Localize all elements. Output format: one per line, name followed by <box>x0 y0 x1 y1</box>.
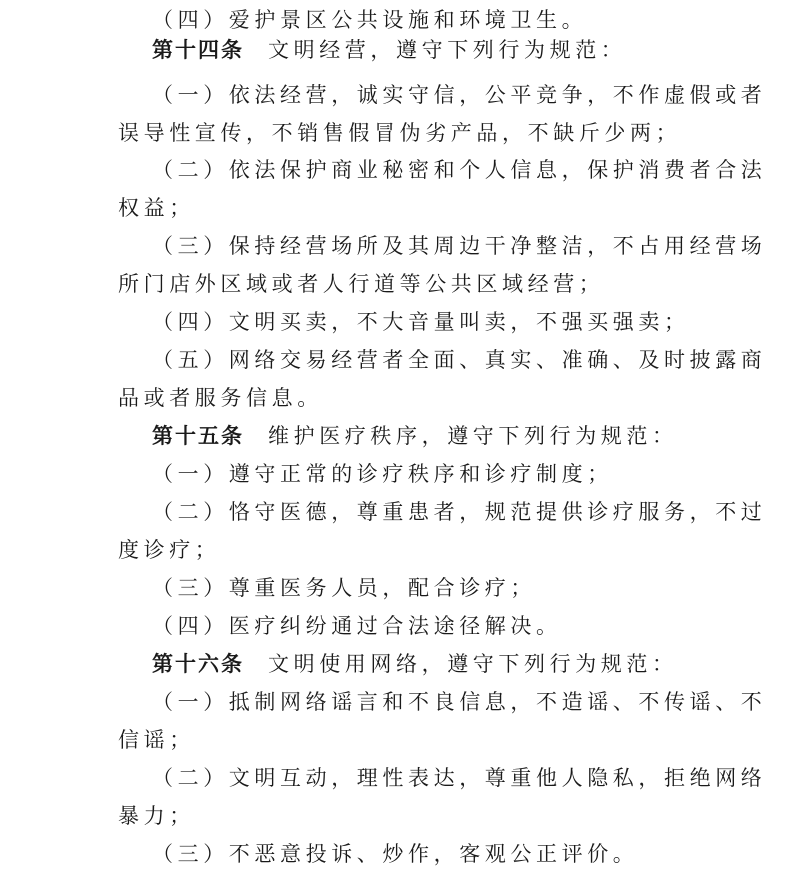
text-line: 度诊疗； <box>118 538 221 562</box>
text-line: 所门店外区域或者人行道等公共区域经营； <box>118 272 605 296</box>
text-line: （四）医疗纠纷通过合法途径解决。 <box>152 614 562 638</box>
article-number: 第十四条 <box>152 38 244 62</box>
article-14-title <box>152 30 626 70</box>
article-heading-text: 文明经营，遵守下列行为规范： <box>268 38 627 62</box>
article-heading-text: 维护医疗秩序，遵守下列行为规范： <box>268 424 678 448</box>
text-line: （一）遵守正常的诊疗秩序和诊疗制度； <box>152 462 613 486</box>
text-line: 品或者服务信息。 <box>118 386 323 410</box>
text-line: 信谣； <box>118 728 195 752</box>
text-line: （三）不恶意投诉、炒作，客观公正评价。 <box>152 842 639 866</box>
article-15-title <box>152 416 678 456</box>
article-heading-text: 文明使用网络，遵守下列行为规范： <box>268 652 678 676</box>
text-line: （二）依法保护商业秘密和个人信息，保护消费者合法 <box>152 158 767 182</box>
text-line: （三）保持经营场所及其周边干净整洁，不占用经营场 <box>152 234 767 258</box>
text-line: （一）依法经营，诚实守信，公平竞争，不作虚假或者 <box>152 83 767 107</box>
text-line: （一）抵制网络谣言和不良信息，不造谣、不传谣、不 <box>152 690 767 714</box>
text-line: （二）文明互动，理性表达，尊重他人隐私，拒绝网络 <box>152 766 767 790</box>
article-16-title <box>152 644 678 684</box>
text-line: 暴力； <box>118 804 195 828</box>
text-line: （四）爱护景区公共设施和环境卫生。 <box>152 8 588 32</box>
text-line: （四）文明买卖，不大音量叫卖，不强买强卖； <box>152 310 690 334</box>
article-number: 第十六条 <box>152 652 244 676</box>
text-line: （五）网络交易经营者全面、真实、准确、及时披露商 <box>152 348 767 372</box>
text-line: 权益； <box>118 196 195 220</box>
text-line: （三）尊重医务人员，配合诊疗； <box>152 576 536 600</box>
text-line: （二）恪守医德，尊重患者，规范提供诊疗服务，不过 <box>152 500 767 524</box>
article-number: 第十五条 <box>152 424 244 448</box>
text-line: 误导性宣传，不销售假冒伪劣产品，不缺斤少两； <box>118 121 682 145</box>
